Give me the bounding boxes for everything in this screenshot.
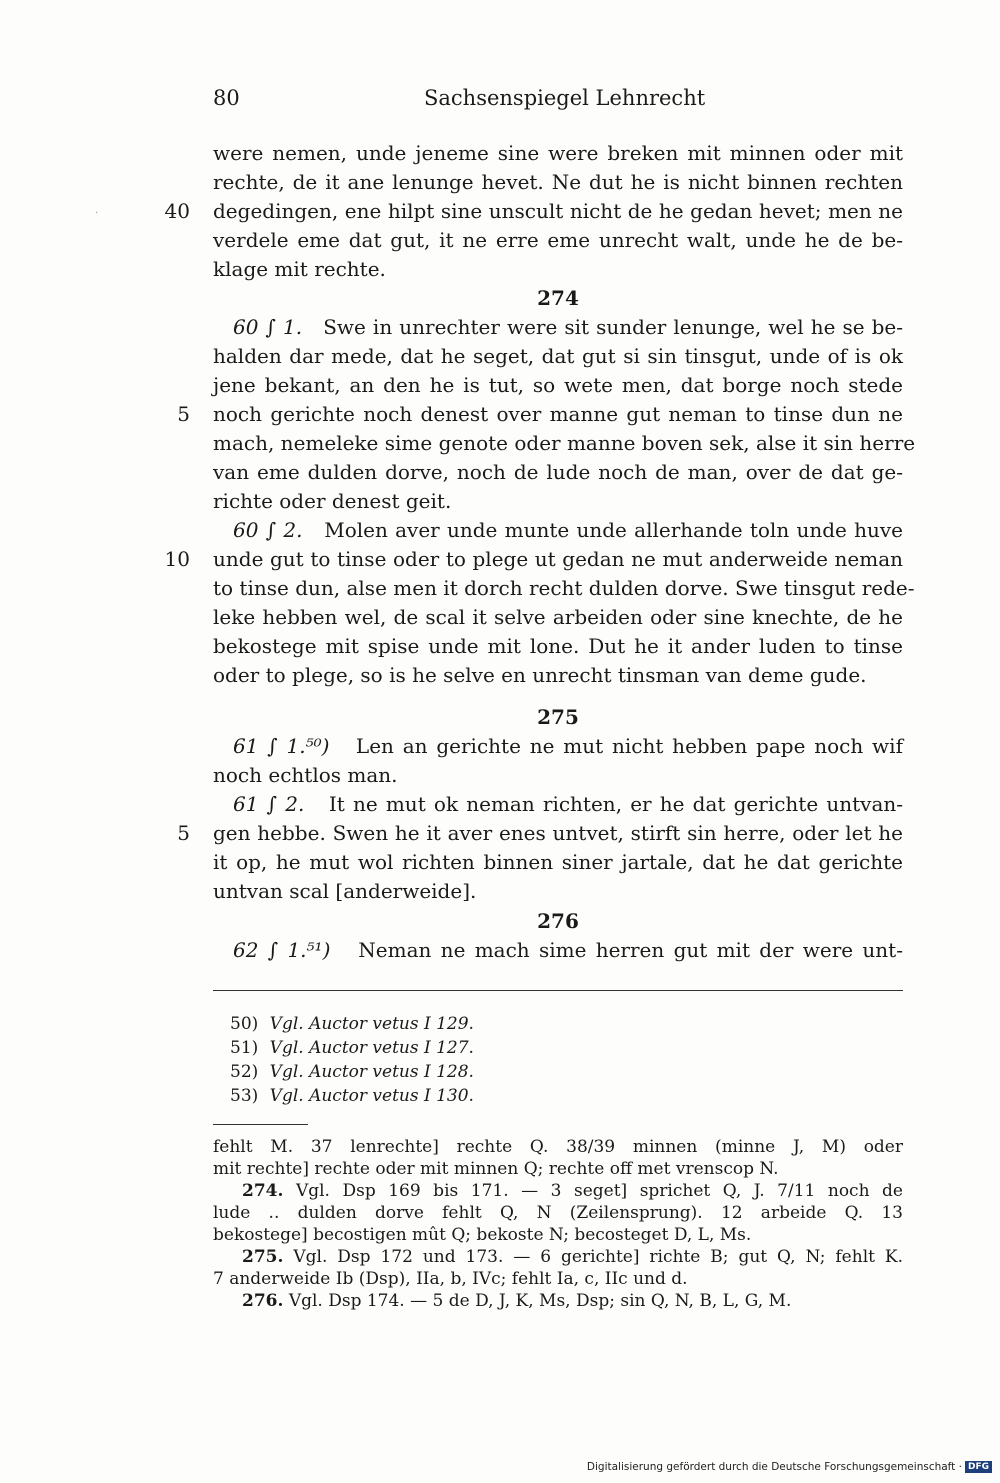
apparatus-line: fehlt M. 37 lenrechte] rechte Q. 38/39 minnen (minne J, M) oder	[213, 1137, 903, 1157]
text-line	[213, 936, 903, 965]
text-line: verdele eme dat gut, it ne erre eme unrecht walt, unde he de be-	[213, 228, 903, 252]
apparatus-entry-number: 275.	[242, 1247, 284, 1267]
text-segment: Len an gerichte ne mut nicht hebben pape noch wif	[355, 734, 903, 758]
footnote-number: 50)	[230, 1014, 259, 1034]
article-reference: 61 ∫ 2.	[233, 792, 305, 816]
page-number: 80	[213, 86, 240, 110]
text-line: van eme dulden dorve, noch de lude noch de man, over de dat ge-	[213, 460, 903, 484]
section-274	[213, 284, 916, 690]
footnote-number: 52)	[230, 1062, 259, 1082]
text-segment: Swe in unrechter were sit sunder lenunge, wel he se be-	[323, 315, 904, 339]
line-number: 5	[177, 821, 190, 845]
margin-mark: ·	[95, 208, 99, 219]
text-line	[213, 732, 903, 761]
apparatus-line	[213, 1246, 903, 1268]
line-number: 5	[177, 402, 190, 426]
text-line: klage mit rechte.	[213, 257, 386, 281]
apparatus-line: lude .. dulden dorve fehlt Q, N (Zeilensprung). 12 arbeide Q. 13	[213, 1203, 903, 1223]
article-reference: 60 ∫ 1.	[233, 315, 303, 339]
dfg-logo: DFG	[965, 1461, 992, 1473]
section-276	[213, 907, 903, 965]
text-line: to tinse dun, alse men it dorch recht dulden dorve. Swe tinsgut rede-	[213, 576, 915, 600]
section-heading: 274	[537, 286, 579, 310]
text-line: bekostege mit spise unde mit lone. Dut he it ander luden to tinse	[213, 634, 903, 658]
footnote	[230, 1036, 474, 1060]
text-line: degedingen, ene hilpt sine unscult nicht de he gedan hevet; men ne	[213, 199, 903, 223]
apparatus-entry-number: 276.	[242, 1291, 284, 1311]
text-line: jene bekant, an den he is tut, so wete men, dat borge noch stede	[213, 373, 903, 397]
article-reference: 62 ∫ 1.⁵¹)	[233, 938, 331, 962]
funding-text: Digitalisierung gefördert durch die Deutsche Forschungsgemeinschaft ·	[586, 1461, 962, 1473]
text-line: richte oder denest geit.	[213, 489, 452, 513]
text-line	[213, 313, 903, 342]
apparatus-line: mit rechte] rechte oder mit minnen Q; rechte off met vrenscop N.	[213, 1159, 779, 1179]
footnote-text: Vgl. Auctor vetus I 128.	[269, 1062, 474, 1082]
running-title: Sachsenspiegel Lehnrecht	[424, 86, 706, 110]
apparatus-text: Vgl. Dsp 174. — 5 de D, J, K, Ms, Dsp; sin Q, N, B, L, G, M.	[288, 1291, 792, 1311]
text-line: were nemen, unde jeneme sine were breken mit minnen oder mit	[213, 141, 903, 165]
continuation-paragraph	[213, 139, 903, 284]
section-heading: 276	[537, 909, 579, 933]
footnote-text: Vgl. Auctor vetus I 129.	[269, 1014, 474, 1034]
text-line: rechte, de it ane lenunge hevet. Ne dut he is nicht binnen rechten	[213, 170, 903, 194]
apparatus-text: Vgl. Dsp 172 und 173. — 6 gerichte] richte B; gut Q, N; fehlt K.	[293, 1247, 903, 1267]
funding-notice	[587, 1461, 992, 1473]
text-line: noch echtlos man.	[213, 763, 398, 787]
apparatus-text: Vgl. Dsp 169 bis 171. — 3 seget] sprichet Q, J. 7/11 noch de	[295, 1181, 903, 1201]
footnote	[230, 1084, 474, 1108]
footnote-separator	[213, 990, 903, 991]
footnote-number: 51)	[230, 1038, 259, 1058]
text-line: mach, nemeleke sime genote oder manne boven sek, alse it sin herre	[213, 431, 916, 455]
section-275	[213, 703, 903, 906]
text-line: noch gerichte noch denest over manne gut neman to tinse dun ne	[213, 402, 903, 426]
apparatus-line	[213, 1180, 903, 1202]
apparatus-line: 7 anderweide Ib (Dsp), IIa, b, IVc; fehlt Ia, c, IIc und d.	[213, 1269, 688, 1289]
text-line	[213, 516, 903, 545]
text-line: gen hebbe. Swen he it aver enes untvet, stirft sin herre, oder let he	[213, 821, 903, 845]
apparatus-line: bekostege] becostigen mût Q; bekoste N; becosteget D, L, Ms.	[213, 1225, 752, 1245]
text-line: oder to plege, so is he selve en unrecht tinsman van deme gude.	[213, 663, 867, 687]
text-segment: Molen aver unde munte unde allerhande toln unde huve	[324, 518, 903, 542]
text-segment: It ne mut ok neman richten, er he dat gerichte untvan-	[328, 792, 904, 816]
text-line: it op, he mut wol richten binnen siner jartale, dat he dat gerichte	[213, 850, 903, 874]
text-line: halden dar mede, dat he seget, dat gut si sin tinsgut, unde of is ok	[213, 344, 903, 368]
line-number: 40	[164, 199, 190, 223]
footnote	[230, 1060, 474, 1084]
footnote	[230, 1012, 474, 1036]
footnotes	[230, 1012, 474, 1108]
line-number: 10	[164, 547, 190, 571]
apparatus-entry-number: 274.	[242, 1181, 284, 1201]
footnote-text: Vgl. Auctor vetus I 127.	[269, 1038, 474, 1058]
footnote-number: 53)	[230, 1086, 259, 1106]
apparatus-line	[213, 1290, 903, 1312]
section-heading: 275	[537, 705, 579, 729]
critical-apparatus	[213, 1136, 903, 1312]
text-line: unde gut to tinse oder to plege ut gedan ne mut anderweide neman	[213, 547, 903, 571]
footnote-text: Vgl. Auctor vetus I 130.	[269, 1086, 474, 1106]
apparatus-separator	[213, 1124, 308, 1125]
text-line	[213, 790, 903, 819]
text-segment: Neman ne mach sime herren gut mit der were unt-	[358, 938, 903, 962]
text-line: untvan scal [anderweide].	[213, 879, 477, 903]
text-line: leke hebben wel, de scal it selve arbeiden oder sine knechte, de he	[213, 605, 903, 629]
article-reference: 61 ∫ 1.⁵⁰)	[233, 734, 330, 758]
article-reference: 60 ∫ 2.	[233, 518, 303, 542]
